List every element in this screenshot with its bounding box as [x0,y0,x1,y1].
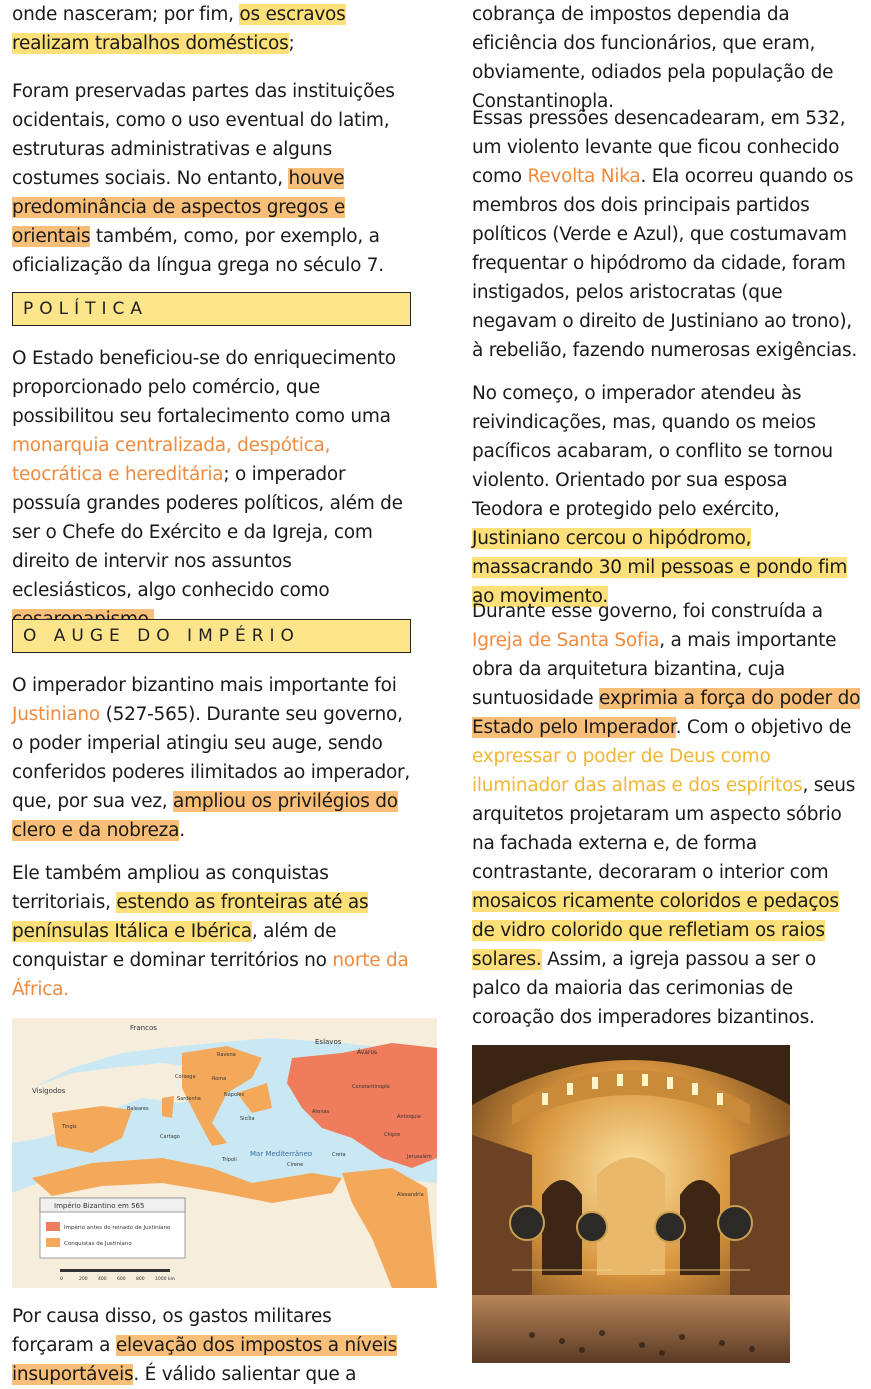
text: ; o imperador possuía grandes poderes políticos, além de ser o Chefe do Exército e da Igreja, com direito de intervir nos assuntos eclesiásticos, algo conhecido como [12,464,403,601]
map-label: Creta [332,1152,346,1158]
legend-title: Império Bizantino em 565 [54,1202,145,1210]
text: também, como, por exemplo, a oficialização da língua grega no século 7. [12,226,384,276]
map-label: Baleares [127,1106,149,1112]
map-label: Tingis [62,1124,77,1130]
map-label: Visigodos [32,1087,66,1095]
highlight: mosaicos ricamente coloridos e pedaços de vidro colorido que refletiam os raios solares. [472,891,839,970]
map-label: Alexandria [397,1192,424,1198]
highlight: os escravos realizam trabalhos domésticos [12,4,346,54]
section-header-auge: O AUGE DO IMPÉRIO [12,619,411,653]
text: . Com o objetivo de [675,717,852,738]
scale-bar [60,1269,170,1272]
floor [472,1295,790,1363]
map-label: Atenas [312,1109,330,1115]
text: . É válido salientar que a [133,1364,357,1385]
legend-before: Império antes do reinado de Justiniano [64,1225,171,1231]
paragraph-right-2 [472,104,864,365]
text: onde nasceram; por fim, [12,4,240,25]
text: O imperador bizantino mais importante foi [12,675,397,696]
scale-tick: 1000 km [155,1277,175,1282]
highlight: estendo as fronteiras até as penínsulas Itálica e Ibérica [12,892,369,942]
colored-term: norte da África. [12,950,409,1000]
text: , seus arquitetos projetaram um aspecto sóbrio na fachada externa e, de forma contrastante, decoraram o interior com [472,775,856,883]
text: . Ela ocorreu quando os membros dos dois principais partidos políticos (Verde e Azul), que costumavam frequentar o hipódromo da cidade, foram instigados, pelos aristocratas (que negavam o direito de Justiniano ao trono), à rebelião, fazendo numerosas exigências. [472,166,858,361]
calligraphy-medallion-left [510,1206,544,1240]
text: , além de conquistar e dominar territórios no [12,921,337,971]
highlight: exprimia a força do poder do Estado pelo Imperador [472,688,861,738]
text: Assim, a igreja passou a ser o palco da maioria das cerimonias de coroação dos imperadores bizantinos. [472,949,816,1028]
paragraph-left-3 [12,344,412,634]
region-sardinia [162,1096,174,1118]
colored-term: Justiniano [12,704,100,725]
text: , a mais importante obra da arquitetura bizantina, cuja suntuosidade [472,630,837,709]
text: Ele também ampliou as conquistas territoriais, [12,863,329,913]
paragraph-right-3 [472,379,864,611]
scale-tick: 600 [117,1277,126,1282]
text: No começo, o imperador atendeu às reivindicações, mas, quando os meios pacíficos acabaram, o conflito se tornou violento. Orientado por sua esposa Teodora e protegido pelo exército, [472,383,833,520]
map-label: Sardenha [177,1096,201,1102]
section-header-politica: POLÍTICA [12,292,411,326]
text: Essas pressões desencadearam, em 532, um violento levante que ficou conhecido como [472,108,846,187]
map-label: Francos [130,1024,157,1032]
map-label: Ávaros [357,1049,378,1056]
colored-term: Revolta Nika [527,166,641,187]
paragraph-right-4 [472,597,864,1032]
calligraphy-medallion-center-right [655,1212,685,1242]
map-label: Antioquia [397,1114,421,1120]
map-label: Sicília [240,1116,255,1122]
map-label: Eslavos [315,1038,342,1046]
scale-tick: 0 [60,1277,63,1282]
map-label: Córsega [175,1074,196,1080]
legend-swatch-before [46,1222,60,1231]
colored-term: Igreja de Santa Sofia [472,630,660,651]
text: Durante esse governo, foi construída a [472,601,823,622]
region-sicily [237,1083,272,1113]
paragraph-left-2 [12,77,407,280]
map-label: Cartago [160,1134,180,1140]
sea-label: Mar Mediterrâneo [250,1150,313,1158]
text: Foram preservadas partes das instituições ocidentais, como o uso eventual do latim, estruturas administrativas e alguns costumes sociais. No entanto, [12,81,395,189]
text: ; [288,33,295,54]
highlight: Justiniano cercou o hipódromo, massacrando 30 mil pessoas e pondo fim ao movimento. [472,528,848,607]
map-svg [12,1018,437,1288]
photo-svg [472,1045,790,1363]
map-label: Chipre [384,1132,401,1138]
colored-term: expressar o poder de Deus como iluminador das almas e dos espíritos [472,746,803,796]
highlight: elevação dos impostos a níveis insuportáveis [12,1335,397,1385]
text: O Estado beneficiou-se do enriquecimento proporcionado pelo comércio, que possibilitou seu fortalecimento como uma [12,348,396,427]
text: Por causa disso, os gastos militares forçaram a [12,1306,332,1356]
hagia-sophia-interior-photo [472,1045,790,1363]
map-label: Roma [212,1076,227,1082]
map-label: Ravena [217,1052,236,1058]
legend-swatch-conquests [46,1238,60,1247]
paragraph-right-1: cobrança de impostos dependia da eficiência dos funcionários, que eram, obviamente, odiados pela população de Constantinopla. [472,4,834,112]
map-label: Cirene [287,1162,304,1168]
paragraph-left-5 [12,859,412,1004]
map-label: Jerusalém [407,1154,432,1160]
highlight: houve predominância de aspectos gregos e orientais [12,168,346,247]
calligraphy-medallion-right [718,1206,752,1240]
paragraph-left-1 [12,0,417,58]
map-label: Constantinopla [352,1084,390,1090]
map-label: Trípoli [222,1157,237,1163]
scale-tick: 200 [79,1277,88,1282]
text: . [179,820,185,841]
paragraph-left-4 [12,671,412,845]
map-label: Nápoles [224,1092,245,1098]
paragraph-left-6 [12,1302,407,1389]
highlight: ampliou os privilégios do clero e da nobreza [12,791,398,841]
calligraphy-medallion-center-left [577,1212,607,1242]
text: (527-565). Durante seu governo, o poder imperial atingiu seu auge, sendo conferidos poderes ilimitados ao imperador, que, por sua vez, [12,704,411,812]
legend-conquests: Conquistas de Justiniano [64,1241,132,1247]
scale-tick: 800 [136,1277,145,1282]
byzantine-empire-map [12,1018,437,1288]
scale-tick: 400 [98,1277,107,1282]
colored-term: monarquia centralizada, despótica, teocrática e hereditária [12,435,331,485]
